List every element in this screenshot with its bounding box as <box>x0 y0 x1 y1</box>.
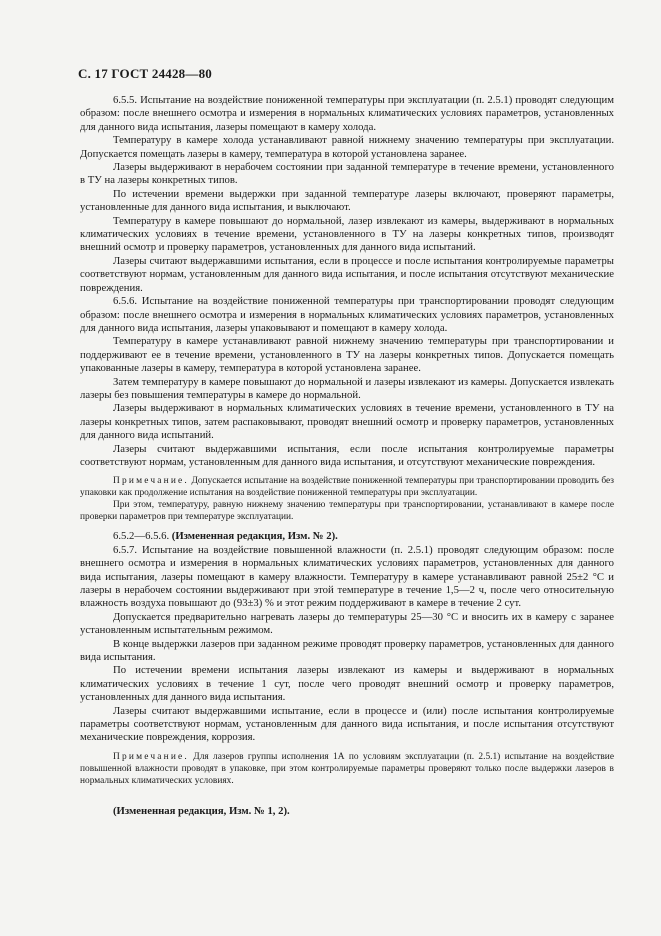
paragraph: Затем температуру в камере повышают до нормальной и лазеры извлекают из камеры. Допускается извлекать лазеры без повышения температуры в камере до нормальной. <box>80 375 614 401</box>
amendment-final <box>80 805 614 818</box>
paragraph: В конце выдержки лазеров при заданном режиме проводят проверку параметров, установленных для данного вида испытания. <box>80 637 614 664</box>
paragraph: Лазеры считают выдержавшими испытания, если после испытания контролируемые параметры соответствуют нормам, установленным для данного вида испытания, и отсутствуют механические повреждения. <box>80 442 614 468</box>
paragraph: Лазеры выдерживают в нормальных климатических условиях в течение времени, установленного в ТУ на лазеры конкретных типов, затем распаковывают, проводят внешний осмотр и проверку параметров, установленных для данного вида испытаний. <box>80 402 614 442</box>
page-header: С. 17 ГОСТ 24428—80 <box>78 66 212 81</box>
note-text: Допускается испытание на воздействие пониженной температуры при транспортировании проводить без упаковки как продолжение испытания на воздействие пониженной температуры при эксплуатации. <box>80 476 614 499</box>
note-label: Примечание. <box>113 751 189 762</box>
paragraph: Температуру в камере устанавливают равной нижнему значению температуры при транспортировании и поддерживают ее в течение времени, установленного в ТУ на лазеры конкретных типов. Допускается помещать упакованные лазеры в камеру, температура в которой установлена заранее. <box>80 335 614 375</box>
paragraph: Допускается предварительно нагревать лазеры до температуры 25—30 °С и вносить их в камеру с заранее установленным испытательным режимом. <box>80 610 614 637</box>
note-1-continuation: При этом, температуру, равную нижнему значению температуры при транспортировании, устанавливают в камере после проверки параметров при температуре эксплуатации. <box>80 500 614 523</box>
amendment-6-5-2-6-5-6 <box>80 530 614 543</box>
paragraph: Температуру в камере повышают до нормальной, лазер извлекают из камеры, выдерживают в нормальных климатических условиях в течение времени, установленного в ТУ на лазеры конкретных типов, производят внешний осмотр и проверку параметров, установленных для данного вида испытаний. <box>80 214 614 254</box>
paragraph: Лазеры считают выдержавшими испытания, если в процессе и после испытания контролируемые параметры соответствуют нормам, установленным для данного вида испытания, и после испытания отсутствуют механические повреждения. <box>80 254 614 294</box>
note-2 <box>80 751 614 787</box>
paragraph: Лазеры выдерживают в нерабочем состоянии при заданной температуре в течение времени, установленного в ТУ на лазеры конкретных типов. <box>80 161 614 187</box>
amendment-note: (Измененная редакция, Изм. № 1, 2). <box>113 804 290 817</box>
amendment-range: 6.5.2—6.5.6. <box>113 530 172 543</box>
paragraph: По истечении времени испытания лазеры извлекают из камеры и выдерживают в нормальных климатических условиях в течение 1 сут, после чего проводят внешний осмотр и проверку параметров, установленных для данного вида испытания. <box>80 664 614 704</box>
note-label: Примечание. <box>113 476 189 487</box>
paragraph-6-5-6: 6.5.6. Испытание на воздействие пониженной температуры при транспортировании проводят следующим образом: после внешнего осмотра и измерения в нормальных климатических условиях параметров, установленных для данного вида испытания, лазеры упаковывают и помещают в камеру холода. <box>80 295 614 334</box>
note-text: Для лазеров группы исполнения 1А по условиям эксплуатации (п. 2.5.1) испытание на воздействие повышенной влажности проводят в упаковке, при этом контролируемые параметры проверяют только после выдержки лазеров в нормальных климатических условиях. <box>80 751 614 786</box>
paragraph: Лазеры считают выдержавшими испытание, если в процессе и (или) после испытания контролируемые параметры соответствуют нормам, установленным для данного вида испытания, и после испытания отсутствуют механические повреждения, коррозия. <box>80 704 614 744</box>
amendment-note: (Измененная редакция, Изм. № 2). <box>171 530 338 543</box>
paragraph: По истечении времени выдержки при заданной температуре лазеры включают, проверяют параметры, установленные для данного вида испытания, и выключают. <box>80 187 614 214</box>
note-1 <box>80 475 614 499</box>
paragraph: Температуру в камере холода устанавливают равной нижнему значению температуры при эксплуатации. Допускается помещать лазеры в камеру, температура в которой установлена заранее. <box>80 134 614 160</box>
document-body <box>80 94 614 818</box>
paragraph-6-5-7: 6.5.7. Испытание на воздействие повышенной влажности (п. 2.5.1) проводят следующим образом: после внешнего осмотра и измерения в нормальных климатических условиях параметров, установленных для данного вида испытания, лазеры помещают в камеру влажности. Температуру в камере устанавливают равной 25±2 °С и лазеры в нерабочем состоянии выдерживают при этой температуре в течение 1,5—2 ч, после чего относительную влажность воздуха повышают до (93±3) % и этот режим поддерживают в камере в течение 2 сут. <box>80 543 614 610</box>
paragraph-6-5-5: 6.5.5. Испытание на воздействие пониженной температуры при эксплуатации (п. 2.5.1) проводят следующим образом: после внешнего осмотра и измерения в нормальных климатических условиях параметров, установленных для данного вида испытания, лазеры помещают в камеру холода. <box>80 94 614 133</box>
